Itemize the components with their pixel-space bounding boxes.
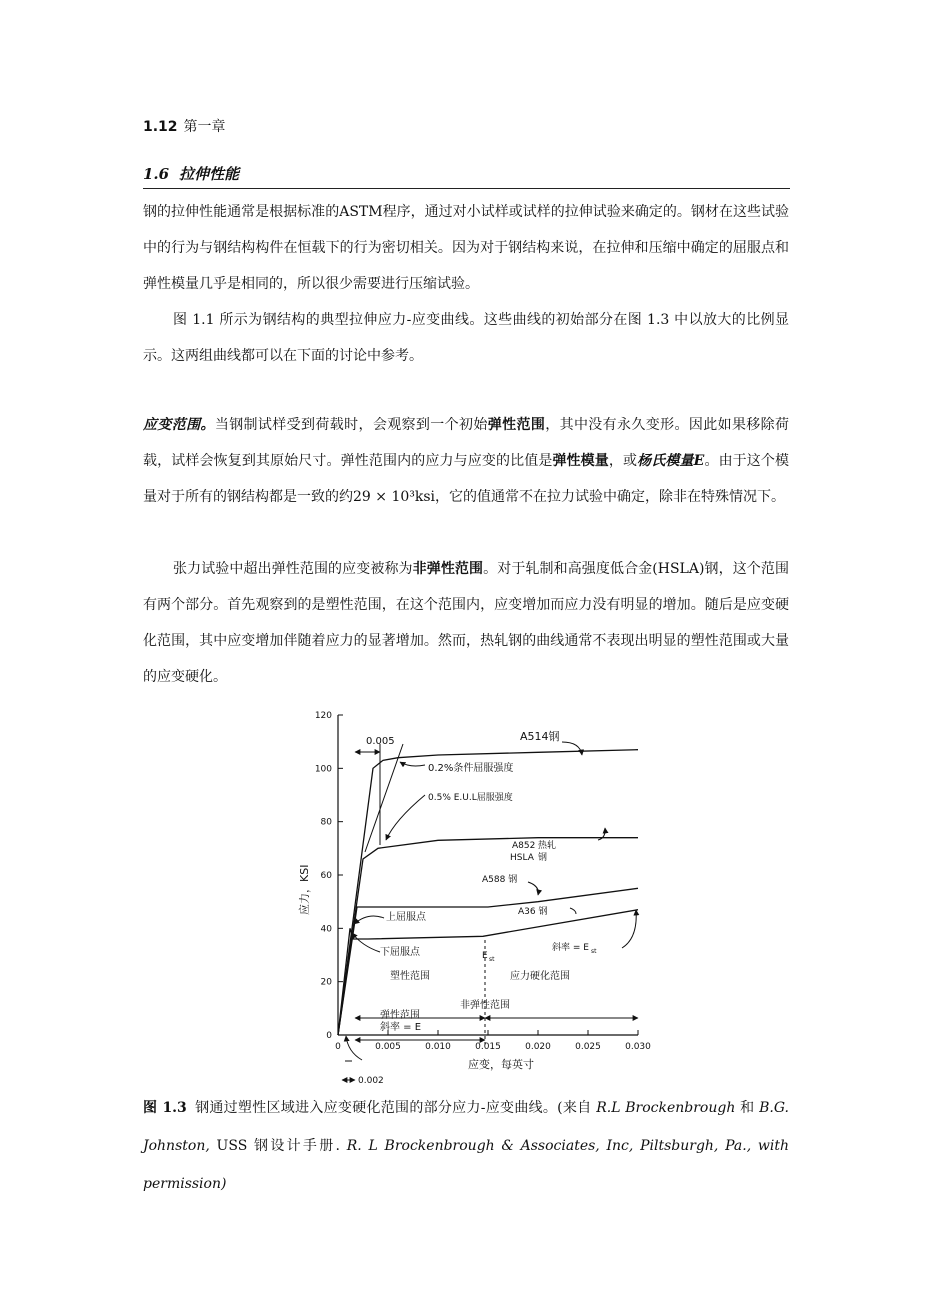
est-subscript: st bbox=[489, 956, 495, 963]
slope-est-pointer bbox=[622, 910, 636, 948]
dim-0002-label: 0.002 bbox=[358, 1076, 384, 1086]
section-heading bbox=[143, 163, 790, 189]
hsla-label: HSLA bbox=[510, 853, 534, 863]
est-label: E bbox=[482, 951, 488, 961]
text-run: ksi，它的值通常不在拉力试验中确定，除非在特殊情况下。 bbox=[414, 489, 786, 505]
x-tick-label: 0.025 bbox=[575, 1042, 601, 1052]
stress-strain-chart bbox=[300, 700, 660, 1085]
a588-label: A588 钢 bbox=[482, 875, 518, 885]
chapter-title: 第一章 bbox=[183, 119, 226, 135]
y-tick-label: 80 bbox=[320, 817, 332, 828]
inelastic-range-paragraph bbox=[143, 551, 789, 695]
caption-label: 图 1.3 bbox=[143, 1100, 187, 1116]
stress-strain-figure bbox=[300, 700, 660, 1085]
caption-book: USS 钢设计手册. bbox=[216, 1138, 340, 1154]
cond-yield-pointer bbox=[400, 762, 425, 766]
inelastic-range-label: 非弹性范围 bbox=[460, 1000, 510, 1011]
text-run: ，或 bbox=[608, 453, 638, 469]
hsla-steel-label: 钢 bbox=[538, 853, 548, 863]
youngs-modulus-term: 杨氏模量 bbox=[637, 453, 694, 469]
text-run: 。由于这个模量对于所有的钢结构都是一致的约 bbox=[143, 453, 790, 505]
y-tick-label: 20 bbox=[320, 977, 332, 988]
y-tick-label: 120 bbox=[314, 711, 332, 721]
y-tick-label: 0 bbox=[326, 1031, 332, 1041]
caption-author1: R.L Brockenbrough bbox=[596, 1100, 736, 1116]
offset-label: 0.005 bbox=[366, 736, 395, 747]
upper-yield-label: 上屈服点 bbox=[386, 912, 426, 923]
elastic-range-term: 弹性范围 bbox=[487, 417, 546, 433]
plastic-range-label: 塑性范围 bbox=[390, 971, 430, 982]
y-tick-label: 60 bbox=[320, 871, 332, 881]
upper-yield-pointer bbox=[354, 916, 384, 924]
text-run: 。对于轧制和高强度低合金(HSLA)钢，这个范围有两个部分。首先观察到的是塑性范围，在这个范围内，应变增加而应力没有明显的增加。随后是应变硬化范围，其中应变增加伴随着应力的显著增加。然而，热轧钢的曲线通常不表现出明显的塑性范围或大量的应变硬化。 bbox=[143, 561, 789, 685]
x-tick-label: 0.030 bbox=[625, 1042, 651, 1052]
section-number: 1.6 bbox=[143, 165, 170, 183]
x-tick-label: 0.005 bbox=[375, 1042, 401, 1052]
slope-est-label: 斜率 = E bbox=[552, 943, 589, 953]
text-run: ，其中没有永久变形。因此如果移除荷载，试样会恢复到其原始尺寸。弹性范围内的应力与应变的比值是 bbox=[143, 417, 790, 469]
hotroll-label: 热轧 bbox=[538, 841, 557, 851]
x-tick-label: 0 bbox=[335, 1042, 341, 1052]
strain-range-paragraph bbox=[143, 407, 789, 515]
youngs-modulus-symbol: E bbox=[693, 453, 705, 469]
text-run: 当钢制试样受到荷载时，会观察到一个初始 bbox=[214, 417, 488, 433]
x-tick-label: 0.010 bbox=[425, 1042, 451, 1052]
intro-paragraph-2: 图 1.1 所示为钢结构的典型拉伸应力-应变曲线。这些曲线的初始部分在图 1.3 中以放大的比例显示。这两组曲线都可以在下面的讨论中参考。 bbox=[143, 312, 789, 364]
x-tick-label: 0.015 bbox=[475, 1042, 501, 1052]
a36-pointer bbox=[570, 908, 576, 914]
caption-text: 钢通过塑性区域进入应变硬化范围的部分应力-应变曲线。(来自 bbox=[194, 1100, 592, 1116]
y-tick-label: 40 bbox=[320, 924, 332, 935]
inelastic-range-term: 非弹性范围 bbox=[412, 561, 484, 577]
text-run: 张力试验中超出弹性范围的应变被称为 bbox=[173, 561, 413, 577]
eul-yield-label: 0.5% E.U.L屈服强度 bbox=[428, 793, 513, 803]
page-header bbox=[143, 116, 226, 136]
intro-paragraph-1: 钢的拉伸性能通常是根据标准的ASTM程序，通过对小试样或试样的拉伸试验来确定的。钢材在这些试验中的行为与钢结构构件在恒载下的行为密切相关。因为对于钢结构来说，在拉伸和压缩中确定的屈服点和弹性模量几乎是相同的，所以很少需要进行压缩试验。 bbox=[143, 204, 789, 292]
section-title: 拉伸性能 bbox=[179, 165, 240, 183]
page-number: 1.12 bbox=[143, 119, 178, 135]
caption-author2: B.G. Johnston, bbox=[143, 1100, 789, 1154]
lower-yield-label: 下屈服点 bbox=[380, 947, 420, 958]
a588-pointer bbox=[528, 882, 538, 895]
y-axis-label: 应力，KSI bbox=[298, 864, 311, 915]
elastic-range-label: 弹性范围 bbox=[380, 1010, 420, 1021]
slope-e-label: 斜率 = E bbox=[380, 1022, 422, 1033]
eul-yield-pointer bbox=[386, 795, 425, 840]
slope-est-subscript: st bbox=[591, 948, 597, 955]
hardening-range-label: 应力硬化范围 bbox=[510, 971, 570, 982]
a514-pointer bbox=[562, 742, 582, 755]
figure-caption bbox=[143, 1089, 789, 1203]
caption-publisher: R. L Brockenbrough & Associates, Inc, Piltsburgh, Pa., with permission) bbox=[143, 1138, 790, 1192]
cond-yield-label: 0.2%条件屈服强度 bbox=[428, 763, 514, 774]
modulus-value: 29 × 10³ bbox=[353, 489, 415, 505]
strain-range-term: 应变范围。 bbox=[143, 417, 215, 433]
elastic-modulus-term: 弹性模量 bbox=[552, 453, 609, 469]
x-tick-label: 0.020 bbox=[525, 1042, 551, 1052]
x-axis-label: 应变，每英寸 bbox=[468, 1058, 534, 1071]
caption-and: 和 bbox=[740, 1100, 755, 1116]
a852-label: A852 bbox=[512, 841, 536, 851]
y-tick-label: 100 bbox=[314, 764, 332, 775]
a514-label: A514钢 bbox=[520, 730, 560, 743]
lower-yield-pointer bbox=[352, 933, 380, 952]
a36-label: A36 钢 bbox=[518, 907, 548, 917]
